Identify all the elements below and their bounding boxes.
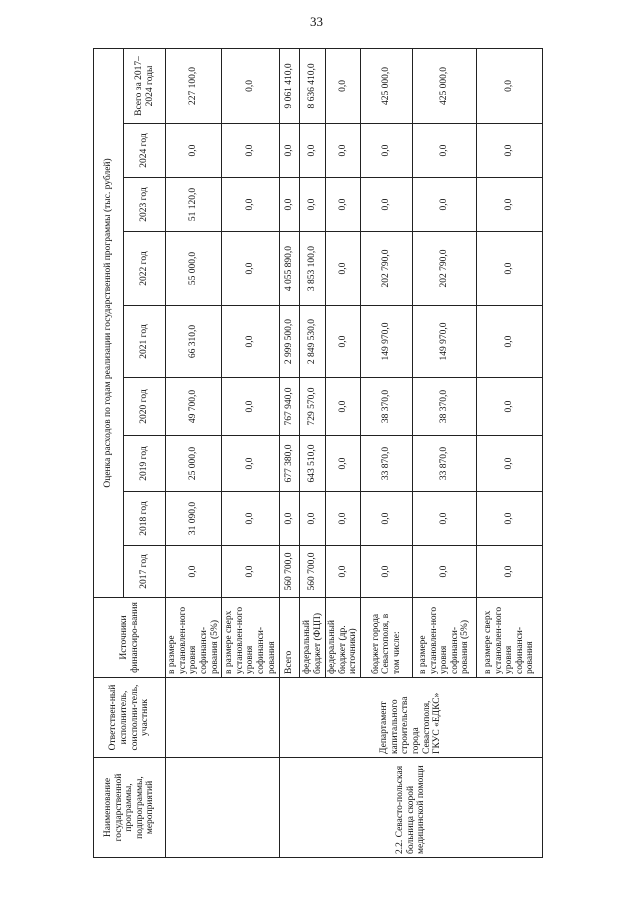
value-cell: 0,0 — [222, 436, 280, 492]
value-cell: 51 120,0 — [166, 178, 222, 232]
total-cell: 425 000,0 — [361, 48, 413, 123]
value-cell: 0,0 — [477, 124, 543, 178]
source-cell: в размере установлен-ного уровня софинанси-рования (5%) — [413, 598, 477, 678]
value-cell: 0,0 — [280, 178, 300, 232]
value-cell: 0,0 — [222, 546, 280, 598]
total-cell: 8 636 410,0 — [300, 48, 326, 123]
value-cell: 3 853 100,0 — [300, 232, 326, 306]
value-cell: 0,0 — [361, 492, 413, 546]
value-cell: 202 790,0 — [413, 232, 477, 306]
total-cell: 425 000,0 — [413, 48, 477, 123]
value-cell: 0,0 — [361, 178, 413, 232]
responsible-cell-empty — [166, 678, 280, 758]
source-cell: федеральный бюджет (ФЦП) — [300, 598, 326, 678]
value-cell: 0,0 — [280, 492, 300, 546]
value-cell: 677 380,0 — [280, 436, 300, 492]
value-cell: 0,0 — [326, 492, 361, 546]
value-cell: 0,0 — [222, 378, 280, 436]
header-year: 2018 год — [124, 492, 166, 546]
value-cell: 0,0 — [326, 378, 361, 436]
value-cell: 4 055 890,0 — [280, 232, 300, 306]
total-cell: 227 100,0 — [166, 48, 222, 123]
value-cell: 31 090,0 — [166, 492, 222, 546]
name-cell-empty — [166, 758, 280, 858]
value-cell: 0,0 — [222, 124, 280, 178]
source-cell: в размере сверх установлен-ного уровня софинанси-рования — [477, 598, 543, 678]
header-year: 2020 год — [124, 378, 166, 436]
header-row-1 — [94, 48, 124, 857]
value-cell: 0,0 — [361, 546, 413, 598]
value-cell: 33 870,0 — [361, 436, 413, 492]
value-cell: 2 849 530,0 — [300, 306, 326, 378]
budget-table-rotated — [93, 49, 539, 858]
value-cell: 149 970,0 — [361, 306, 413, 378]
value-cell: 49 700,0 — [166, 378, 222, 436]
source-cell: в размере сверх установлен-ного уровня софинанси-рования — [222, 598, 280, 678]
value-cell: 0,0 — [166, 124, 222, 178]
table-row — [280, 48, 300, 857]
source-cell: федеральный бюджет (др. источники) — [326, 598, 361, 678]
value-cell: 0,0 — [222, 492, 280, 546]
value-cell: 0,0 — [477, 232, 543, 306]
value-cell: 0,0 — [413, 178, 477, 232]
value-cell: 2 999 500,0 — [280, 306, 300, 378]
total-cell: 0,0 — [326, 48, 361, 123]
value-cell: 0,0 — [326, 546, 361, 598]
header-responsible: Ответствен-ный исполнитель, соисполни-тель, участник — [94, 678, 166, 758]
value-cell: 0,0 — [326, 124, 361, 178]
value-cell: 0,0 — [477, 306, 543, 378]
value-cell: 0,0 — [326, 232, 361, 306]
value-cell: 0,0 — [326, 436, 361, 492]
header-year: 2023 год — [124, 178, 166, 232]
header-year: 2021 год — [124, 306, 166, 378]
value-cell: 0,0 — [280, 124, 300, 178]
value-cell: 0,0 — [326, 306, 361, 378]
value-cell: 0,0 — [222, 178, 280, 232]
value-cell: 0,0 — [166, 546, 222, 598]
header-name: Наименование государственной программы, подпрограммы, мероприятий — [94, 758, 166, 858]
value-cell: 38 370,0 — [361, 378, 413, 436]
value-cell: 767 940,0 — [280, 378, 300, 436]
header-year: 2022 год — [124, 232, 166, 306]
value-cell: 202 790,0 — [361, 232, 413, 306]
page-number: 33 — [310, 14, 323, 29]
total-cell: 9 061 410,0 — [280, 48, 300, 123]
value-cell: 0,0 — [477, 436, 543, 492]
responsible-cell: Департамент капитального строительства города Севастополя, ГКУС «ЕДКС» — [280, 678, 543, 758]
header-total: Всего за 2017–2024 годы — [124, 48, 166, 123]
value-cell: 38 370,0 — [413, 378, 477, 436]
total-cell: 0,0 — [477, 48, 543, 123]
value-cell: 0,0 — [222, 306, 280, 378]
value-cell: 149 970,0 — [413, 306, 477, 378]
header-year: 2017 год — [124, 546, 166, 598]
source-cell: Всего — [280, 598, 300, 678]
value-cell: 0,0 — [413, 124, 477, 178]
table-row — [166, 48, 222, 857]
value-cell: 25 000,0 — [166, 436, 222, 492]
value-cell: 0,0 — [477, 546, 543, 598]
value-cell: 55 000,0 — [166, 232, 222, 306]
value-cell: 560 700,0 — [300, 546, 326, 598]
budget-table — [93, 48, 543, 858]
header-estimate-title: Оценка расходов по годам реализации государственной программы (тыс. рублей) — [94, 48, 124, 597]
program-name-cell: 2.2. Севасто-польская больница скорой медицинской помощи — [280, 758, 543, 858]
header-year: 2019 год — [124, 436, 166, 492]
value-cell: 0,0 — [413, 492, 477, 546]
header-year: 2024 год — [124, 124, 166, 178]
source-cell: бюджет города Севастополя, в том числе: — [361, 598, 413, 678]
value-cell: 729 570,0 — [300, 378, 326, 436]
header-sources: Источники финансиро-вания — [94, 598, 166, 678]
value-cell: 33 870,0 — [413, 436, 477, 492]
value-cell: 0,0 — [300, 178, 326, 232]
value-cell: 0,0 — [326, 178, 361, 232]
value-cell: 0,0 — [477, 492, 543, 546]
value-cell: 0,0 — [300, 492, 326, 546]
value-cell: 0,0 — [413, 546, 477, 598]
value-cell: 0,0 — [477, 178, 543, 232]
value-cell: 66 310,0 — [166, 306, 222, 378]
value-cell: 0,0 — [361, 124, 413, 178]
value-cell: 0,0 — [477, 378, 543, 436]
value-cell: 0,0 — [222, 232, 280, 306]
total-cell: 0,0 — [222, 48, 280, 123]
value-cell: 560 700,0 — [280, 546, 300, 598]
source-cell: в размере установлен-ного уровня софинанси-рования (5%) — [166, 598, 222, 678]
value-cell: 643 510,0 — [300, 436, 326, 492]
value-cell: 0,0 — [300, 124, 326, 178]
